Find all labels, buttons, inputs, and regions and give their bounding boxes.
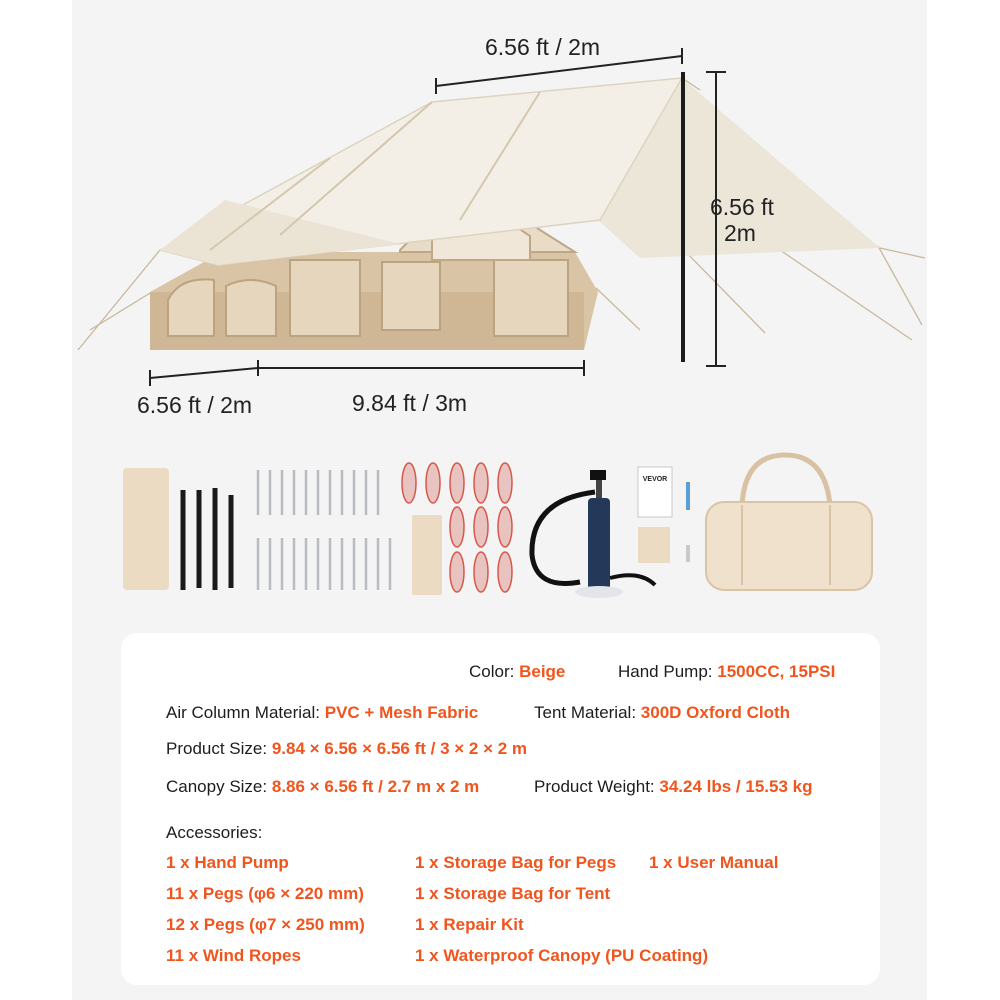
poles-image (183, 488, 231, 590)
accessory-item: 1 x Hand Pump (166, 853, 289, 872)
storage-bag-image (706, 455, 872, 590)
hand-pump-image (532, 470, 655, 598)
accessory-item: 1 x Waterproof Canopy (PU Coating) (415, 946, 709, 965)
spec-canopy-size: Canopy Size: 8.86 × 6.56 ft / 2.7 m x 2 m (166, 777, 480, 796)
spec-color: Color: Beige (469, 662, 566, 681)
accessory-item: 12 x Pegs (φ7 × 250 mm) (166, 915, 365, 934)
spec-air-column: Air Column Material: PVC + Mesh Fabric (166, 703, 479, 722)
pegs-image (258, 470, 390, 590)
height-label-line2: 2m (724, 220, 756, 246)
accessory-item: 11 x Wind Ropes (166, 946, 301, 965)
accessory-item: 1 x Storage Bag for Pegs (415, 853, 617, 872)
accessory-item: 1 x User Manual (649, 853, 779, 872)
user-manual-image (638, 467, 672, 517)
repair-patch-image (638, 527, 670, 563)
spec-product-weight: Product Weight: 34.24 lbs / 15.53 kg (534, 777, 813, 796)
peg-bag-image (412, 515, 442, 595)
tent-depth-label: 6.56 ft / 2m (137, 392, 253, 418)
accessory-item: 1 x Repair Kit (415, 915, 524, 934)
tent-length-label: 9.84 ft / 3m (352, 390, 468, 416)
accessory-item: 1 x Storage Bag for Tent (415, 884, 611, 903)
folded-tent-image (123, 468, 169, 590)
spec-tent-material: Tent Material: 300D Oxford Cloth (534, 703, 791, 722)
accessories-title: Accessories: (166, 823, 263, 842)
canopy-width-label: 6.56 ft / 2m (485, 34, 601, 60)
height-label-line1: 6.56 ft (710, 194, 774, 220)
manual-brand: VEVOR (642, 476, 668, 483)
accessory-item: 11 x Pegs (φ6 × 220 mm) (166, 884, 364, 903)
spec-hand-pump: Hand Pump: 1500CC, 15PSI (618, 662, 836, 681)
spec-product-size: Product Size: 9.84 × 6.56 × 6.56 ft / 3 × 2 × 2 m (166, 739, 528, 758)
